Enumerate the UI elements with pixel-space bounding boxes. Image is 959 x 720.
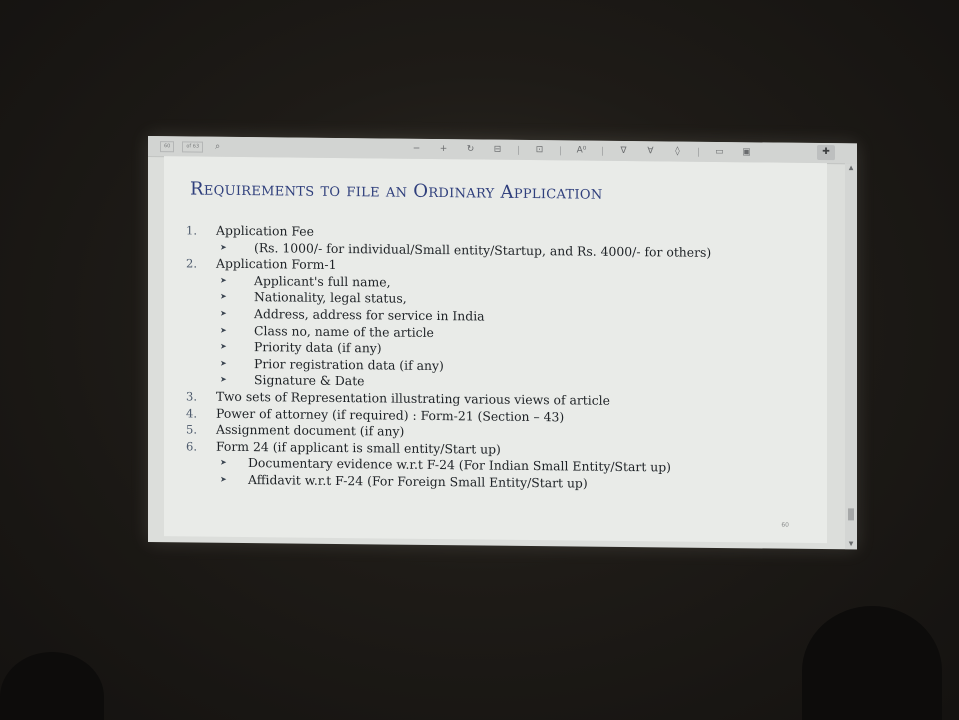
arrow-bullet-icon: ➤ xyxy=(220,275,227,285)
sub-item-text: Address, address for service in India xyxy=(254,306,485,324)
page-number-input[interactable]: 60 xyxy=(160,141,174,152)
item-text: Form 24 (if applicant is small entity/Start up) xyxy=(216,438,501,457)
slide-content xyxy=(164,222,804,494)
arrow-bullet-icon: ➤ xyxy=(220,358,227,368)
item-text: Application Form-1 xyxy=(216,255,337,273)
arrow-bullet-icon: ➤ xyxy=(220,474,227,484)
arrow-bullet-icon: ➤ xyxy=(220,242,227,252)
item-text: Two sets of Representation illustrating various views of article xyxy=(216,388,610,408)
item-number: 4. xyxy=(186,405,197,421)
arrow-bullet-icon: ➤ xyxy=(220,325,227,335)
audience-head-silhouette xyxy=(802,606,942,720)
fit-page-icon[interactable]: ⊟ xyxy=(493,144,502,155)
sub-item-text: Prior registration data (if any) xyxy=(254,355,444,373)
item-number: 6. xyxy=(186,439,197,454)
eraser-icon[interactable]: ◊ xyxy=(675,146,680,157)
sub-item-text: Applicant's full name, xyxy=(254,272,391,290)
item-text: Power of attorney (if required) : Form-21 (Section – 43) xyxy=(216,405,565,424)
scroll-thumb[interactable] xyxy=(848,508,854,520)
zoom-in-icon[interactable]: + xyxy=(439,144,448,155)
projected-screen xyxy=(148,136,857,549)
sub-item-text: Class no, name of the article xyxy=(254,322,434,340)
toolbar-divider xyxy=(698,147,699,156)
item-text: Assignment document (if any) xyxy=(216,421,405,439)
vertical-scrollbar[interactable] xyxy=(845,163,857,549)
search-icon[interactable]: ⌕ xyxy=(215,141,221,152)
item-number: 3. xyxy=(186,389,197,404)
zoom-out-icon[interactable]: − xyxy=(412,143,421,154)
item-number: 2. xyxy=(186,256,197,271)
toolbar-divider xyxy=(560,146,561,155)
two-page-icon[interactable]: ⊡ xyxy=(535,145,544,156)
read-aloud-icon[interactable]: A⁰ xyxy=(576,145,587,156)
sub-item-text: Affidavit w.r.t F-24 (For Foreign Small Entity/Start up) xyxy=(248,471,588,491)
arrow-bullet-icon: ➤ xyxy=(220,458,227,468)
fee-detail: (Rs. 1000/- for individual/Small entity/Startup, and Rs. 4000/- for others) xyxy=(254,239,712,260)
sub-item-text: Signature & Date xyxy=(254,372,365,389)
page-count: of 63 xyxy=(182,141,203,152)
arrow-bullet-icon: ➤ xyxy=(220,341,227,351)
item-number: 1. xyxy=(186,223,197,238)
scroll-down-icon[interactable]: ▼ xyxy=(848,540,854,548)
item-text: Application Fee xyxy=(216,222,314,239)
toolbar-divider xyxy=(518,145,519,154)
slide-page-number: 60 xyxy=(781,521,789,529)
toolbar-divider xyxy=(602,146,603,155)
sub-item-text: Priority data (if any) xyxy=(254,339,382,356)
pin-icon[interactable]: ✚ xyxy=(817,145,835,160)
highlight-icon[interactable]: ∀ xyxy=(647,146,654,157)
print-icon[interactable]: ▭ xyxy=(715,146,724,158)
audience-head-silhouette xyxy=(0,652,104,720)
sub-item-text: Nationality, legal status, xyxy=(254,289,407,307)
arrow-bullet-icon: ➤ xyxy=(220,308,227,318)
arrow-bullet-icon: ➤ xyxy=(220,292,227,302)
slide-title: Requirements to file an Ordinary Application xyxy=(190,178,603,204)
rotate-icon[interactable]: ↻ xyxy=(466,144,475,155)
pdf-page xyxy=(164,156,827,543)
item-number: 5. xyxy=(186,422,197,437)
arrow-bullet-icon: ➤ xyxy=(220,375,227,385)
scroll-up-icon[interactable]: ▲ xyxy=(848,164,854,172)
save-icon[interactable]: ▣ xyxy=(742,147,751,158)
sub-item-text: Documentary evidence w.r.t F-24 (For Indian Small Entity/Start up) xyxy=(248,455,671,475)
draw-icon[interactable]: ∇ xyxy=(620,145,627,157)
